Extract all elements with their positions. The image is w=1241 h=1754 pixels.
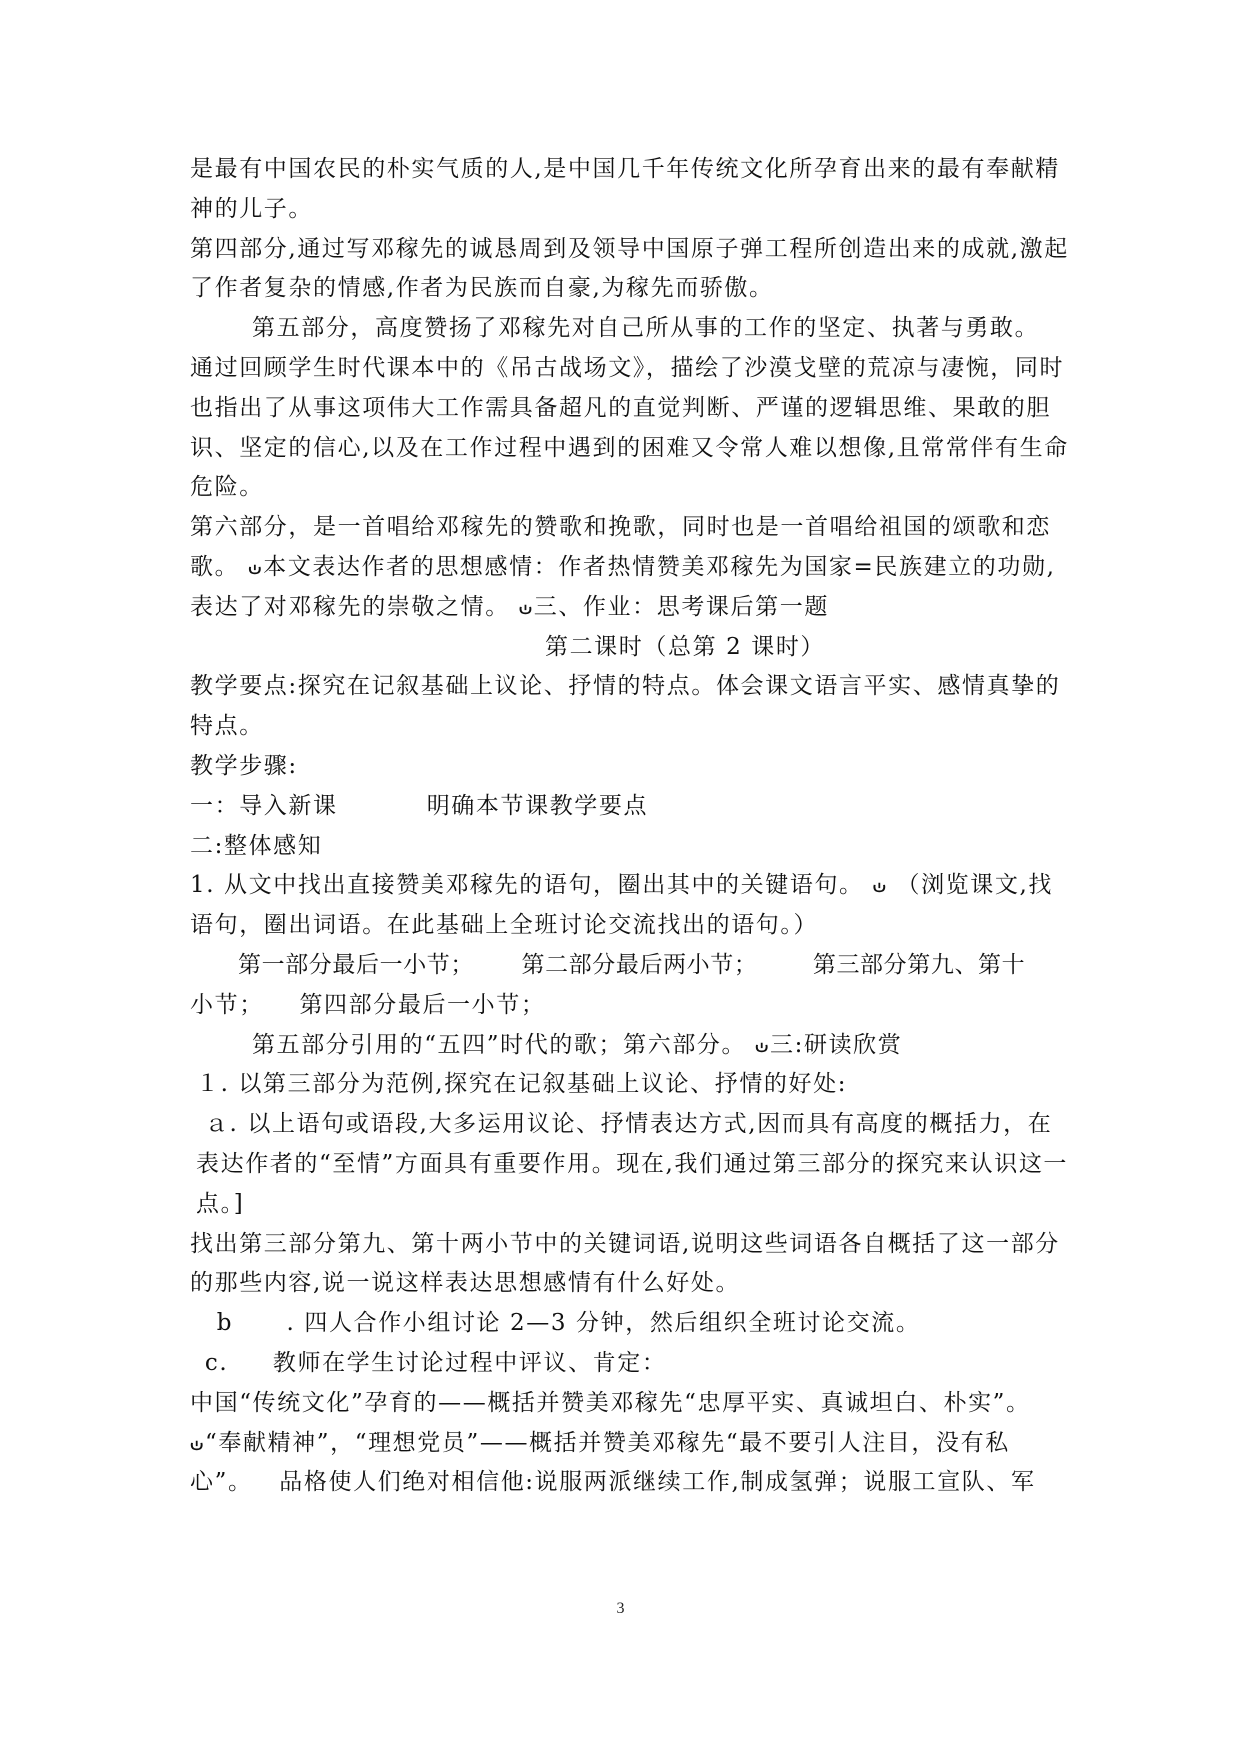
section-heading: 第二课时（总第 2 课时） bbox=[544, 633, 826, 660]
paragraph: 二:整体感知 bbox=[190, 832, 323, 859]
paragraph: 第五部分，高度赞扬了邓稼先对自己所从事的工作的坚定、执著与勇敢。 bbox=[252, 315, 1040, 342]
paragraph: c. 教师在学生讨论过程中评议、肯定： bbox=[196, 1349, 667, 1376]
paragraph: １. 以第三部分为范例,探究在记叙基础上议论、抒情的好处: bbox=[196, 1071, 848, 1098]
paragraph: 1. 从文中找出直接赞美邓稼先的语句，圈出其中的关键语句。 ഄ （浏览课文,找语句，圈出词语。在此基础上全班讨论交流找出的语句。） bbox=[190, 872, 1053, 939]
paragraph: 教学步骤: bbox=[190, 752, 298, 779]
paragraph: 第四部分,通过写邓稼先的诚恳周到及领导中国原子弹工程所创造出来的成就,激起了作者复杂的情感,作者为民族而自豪,为稼先而骄傲。 bbox=[190, 235, 1069, 302]
paragraph: 通过回顾学生时代课本中的《吊古战场文》，描绘了沙漠戈壁的荒凉与凄惋，同时也指出了从事这项伟大工作需具备超凡的直觉判断、严谨的逻辑思维、果敢的胆识、坚定的信心,以及在工作过程中遇到的困难又令常人难以想像,且常常伴有生命危险。 bbox=[190, 354, 1069, 501]
paragraph: 中国“传统文化”孕育的——概括并赞美邓稼先“忠厚平实、真诚坦白、朴实”。ഄ“奉献精神”，“理想党员”——概括并赞美邓稼先“最不要引人注目，没有私心”。 品格使人们绝对相信他:说服两派继续工作,制成氢弹；说服工宣队、军 bbox=[190, 1389, 1036, 1496]
paragraph: 第五部分引用的“五四”时代的歌；第六部分。 ഄ三:研读欣赏 bbox=[252, 1031, 903, 1058]
paragraph: 小节； 第四部分最后一小节； bbox=[190, 991, 546, 1018]
paragraph: 找出第三部分第九、第十两小节中的关键词语,说明这些词语各自概括了这一部分的那些内容,说一说这样表达思想感情有什么好处。 bbox=[190, 1230, 1060, 1297]
paragraph: 一：导入新课 明确本节课教学要点 bbox=[190, 792, 649, 819]
paragraph: 教学要点:探究在记叙基础上议论、抒情的特点。体会课文语言平实、感情真挚的特点。 bbox=[190, 673, 1061, 740]
paragraph: 第六部分，是一首唱给邓稼先的赞歌和挽歌，同时也是一首唱给祖国的颂歌和恋歌。 ﻿ഄ本文表达作者的思想感情：作者热情赞美邓稼先为国家=民族建立的功勋,表达了对邓稼先的崇敬之情。 ഄ三、作业：思考课后第一题 bbox=[190, 514, 1056, 620]
paragraph: 第一部分最后一小节； 第二部分最后两小节； 第三部分第九、第十 bbox=[238, 951, 1026, 978]
paragraph: b . 四人合作小组讨论 2—3 分钟，然后组织全班讨论交流。 bbox=[190, 1310, 921, 1337]
page-number: 3 bbox=[616, 1600, 625, 1617]
body-text bbox=[190, 150, 1070, 1503]
paragraph: ａ. 以上语句或语段,大多运用议论、抒情表达方式,因而具有高度的概括力，在表达作者的“至情”方面具有重要作用。现在,我们通过第三部分的探究来认识这一点。] bbox=[196, 1111, 1069, 1217]
paragraph: 是最有中国农民的朴实气质的人,是中国几千年传统文化所孕育出来的最有奉献精神的儿子。 bbox=[190, 156, 1060, 222]
